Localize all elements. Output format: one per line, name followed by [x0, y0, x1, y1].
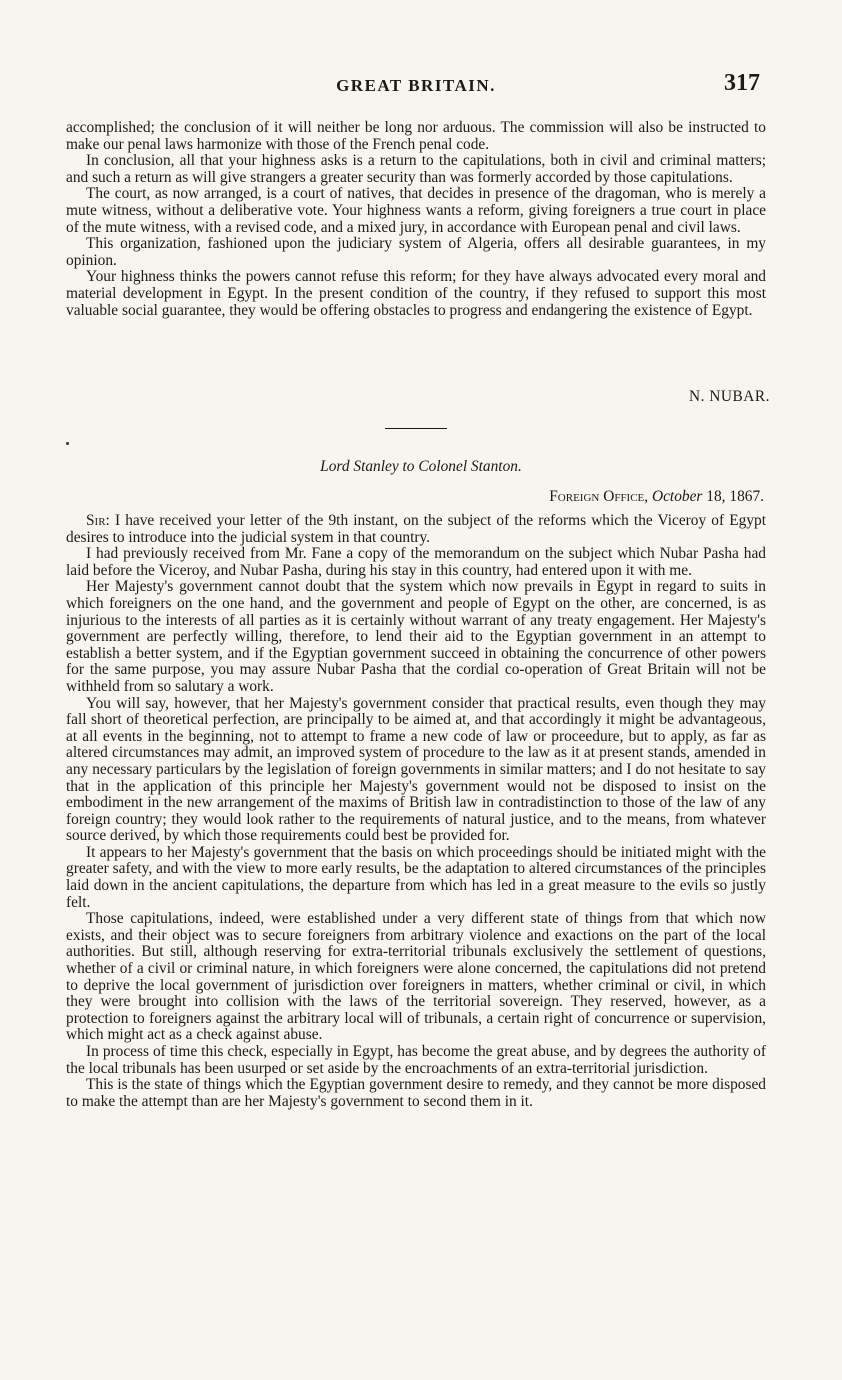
dateline-day-year: 18, 1867. [706, 488, 764, 505]
section-divider [385, 428, 447, 429]
paragraph: In process of time this check, especially in Egypt, has become the great abuse, and by degrees the authority of the local tribunals has been usurped or set aside by the encroachments of an extra-territorial jurisdiction. [66, 1043, 766, 1077]
salutation: Sir: [86, 512, 110, 529]
paragraph: accomplished; the conclusion of it will neither be long nor arduous. The commission will also be instructed to make our penal laws harmonize with those of the French penal code. [66, 119, 766, 153]
paragraph: Those capitulations, indeed, were established under a very different state of things from that which now exists, and their object was to secure foreigners from arbitrary violence and exactions on the part of the local authorities. But still, although reserving for extra-territorial tribunals exclusively the settlement of questions, whether of a civil or criminal nature, in which foreigners were alone concerned, the capitulations did not pretend to deprive the local government of jurisdiction over foreigners in matters, whether criminal or civil, in which they were brought into collision with the laws of the territorial sovereign. They reserved, however, as a protection to foreigners against the arbitrary local will of tribunals, a certain right of concurrence or supervision, which might act as a check against abuse. [66, 910, 766, 1044]
signature: N. NUBAR. [688, 388, 770, 405]
paragraph: This organization, fashioned upon the judiciary system of Algeria, offers all desirable guarantees, in my opinion. [66, 235, 766, 269]
page-header [66, 70, 766, 100]
dateline-month: October [651, 488, 703, 505]
paragraph-text: I have received your letter of the 9th instant, on the subject of the reforms which the Viceroy of Egypt desires to introduce into the judicial system in that country. [66, 512, 766, 546]
second-letter-body [66, 513, 766, 1110]
paragraph: Your highness thinks the powers cannot refuse this reform; for they have always advocated every moral and material development in Egypt. In the present condition of the country, if they refused to support this most valuable social guarantee, they would be offering obstacles to progress and endangering the existence of Egypt. [66, 268, 766, 319]
paragraph: In conclusion, all that your highness asks is a return to the capitulations, both in civil and criminal matters; and such a return as will give strangers a greater security than was formerly accorded by those capitulations. [66, 152, 766, 186]
page-number: 317 [724, 70, 760, 96]
paragraph: You will say, however, that her Majesty's government consider that practical results, even though they may fall short of theoretical perfection, are principally to be aimed at, and that accordingly it might be advantageous, at all events in the beginning, not to attempt to frame a new code of law or proceedure, but to apply, as far as altered circumstances may admit, an improved system of procedure to the law as it at present stands, amended in any necessary particulars by the legislation of foreign governments in similar matters; and I do not hesitate to say that in the application of this principle her Majesty's government would not be disposed to insist on the embodiment in the new arrangement of the maxims of British law in contradistinction to those of the law of any foreign country; they would look rather to the requirements of natural justice, and to the means, from whatever source derived, by which those requirements could best be provided for. [66, 694, 766, 845]
letter-title: Lord Stanley to Colonel Stanton. [320, 458, 522, 475]
dateline [549, 488, 764, 506]
paragraph: It appears to her Majesty's government that the basis on which proceedings should be initiated might with the greater safety, and with the view to more early results, be the adaptation to altered circumstances of the principles laid down in the ancient capitulations, the departure from which has led in a great measure to the evils so justly felt. [66, 843, 766, 911]
paragraph: Her Majesty's government cannot doubt that the system which now prevails in Egypt in regard to suits in which foreigners on the one hand, and the government and people of Egypt on the other, are concerned, is as injurious to the interests of all parties as it is certainly without warrant of any treaty engagement. Her Majesty's government are perfectly willing, therefore, to lend their aid to the Egyptian government in an attempt to establish a better system, and if the Egyptian government succeed in obtaining the concurrence of other powers for the same purpose, you may assure Nubar Pasha that the cordial co-operation of Great Britain will not be withheld from so salutary a work. [66, 578, 766, 695]
paragraph: This is the state of things which the Egyptian government desire to remedy, and they cannot be more disposed to make the attempt than are her Majesty's government to second them in it. [66, 1076, 766, 1110]
paragraph: The court, as now arranged, is a court of natives, that decides in presence of the dragoman, who is merely a mute witness, without a deliberative vote. Your highness wants a reform, giving foreigners a true court in place of the mute witness, with a revised code, and a mixed jury, in accordance with European penal and civil laws. [66, 185, 766, 236]
first-letter-body [66, 120, 766, 319]
ink-speck [66, 442, 69, 445]
dateline-place: Foreign Office, [549, 488, 649, 505]
running-head: GREAT BRITAIN. [336, 76, 496, 95]
paragraph: I had previously received from Mr. Fane a copy of the memorandum on the subject which Nubar Pasha had laid before the Viceroy, and Nubar Pasha, during his stay in this country, had entered upon it with me. [66, 545, 766, 579]
paragraph [66, 513, 766, 546]
